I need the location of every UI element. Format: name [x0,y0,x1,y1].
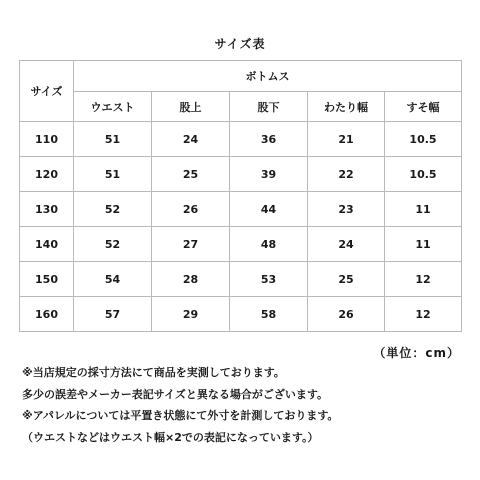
value-cell: 11 [385,192,462,227]
value-cell: 58 [230,297,308,332]
value-cell: 51 [74,157,152,192]
value-cell: 36 [230,122,308,157]
value-cell: 54 [74,262,152,297]
size-column-header: サイズ [20,61,74,122]
page-title: サイズ表 [214,37,266,51]
size-cell: 160 [20,297,74,332]
value-cell: 12 [385,262,462,297]
value-cell: 24 [308,227,385,262]
value-cell: 26 [152,192,230,227]
size-cell: 140 [20,227,74,262]
size-cell: 110 [20,122,74,157]
table-row [20,192,462,227]
column-header-hem-width: すそ幅 [385,92,462,122]
value-cell: 53 [230,262,308,297]
table-header-row [20,61,462,92]
table-subheader-row [20,92,462,122]
value-cell: 23 [308,192,385,227]
value-cell: 21 [308,122,385,157]
table-row [20,262,462,297]
table-row [20,122,462,157]
value-cell: 24 [152,122,230,157]
group-header: ボトムス [74,61,462,92]
size-table [19,60,462,332]
notes-section [22,362,472,448]
value-cell: 57 [74,297,152,332]
size-cell: 130 [20,192,74,227]
value-cell: 25 [152,157,230,192]
value-cell: 22 [308,157,385,192]
column-header-inseam: 股下 [230,92,308,122]
value-cell: 10.5 [385,122,462,157]
table-row [20,297,462,332]
size-cell: 150 [20,262,74,297]
value-cell: 25 [308,262,385,297]
note-line: ※アパレルについては平置き状態にて外寸を計測しております。 [22,409,339,422]
column-header-waist: ウエスト [74,92,152,122]
value-cell: 48 [230,227,308,262]
value-cell: 52 [74,227,152,262]
value-cell: 28 [152,262,230,297]
value-cell: 29 [152,297,230,332]
value-cell: 11 [385,227,462,262]
size-cell: 120 [20,157,74,192]
value-cell: 10.5 [385,157,462,192]
table-row [20,227,462,262]
value-cell: 26 [308,297,385,332]
table-row [20,157,462,192]
value-cell: 44 [230,192,308,227]
note-line: 多少の誤差やメーカー表記サイズと異なる場合がございます。 [22,387,329,401]
value-cell: 12 [385,297,462,332]
column-header-rise: 股上 [152,92,230,122]
unit-label: （単位：cm） [373,346,460,360]
value-cell: 52 [74,192,152,227]
value-cell: 51 [74,122,152,157]
column-header-thigh-width: わたり幅 [308,92,385,122]
note-line: ※当店規定の採寸方法にて商品を実測しております。 [22,366,285,379]
note-line: （ウエストなどはウエスト幅×2での表記になっています。） [22,430,319,444]
value-cell: 27 [152,227,230,262]
value-cell: 39 [230,157,308,192]
